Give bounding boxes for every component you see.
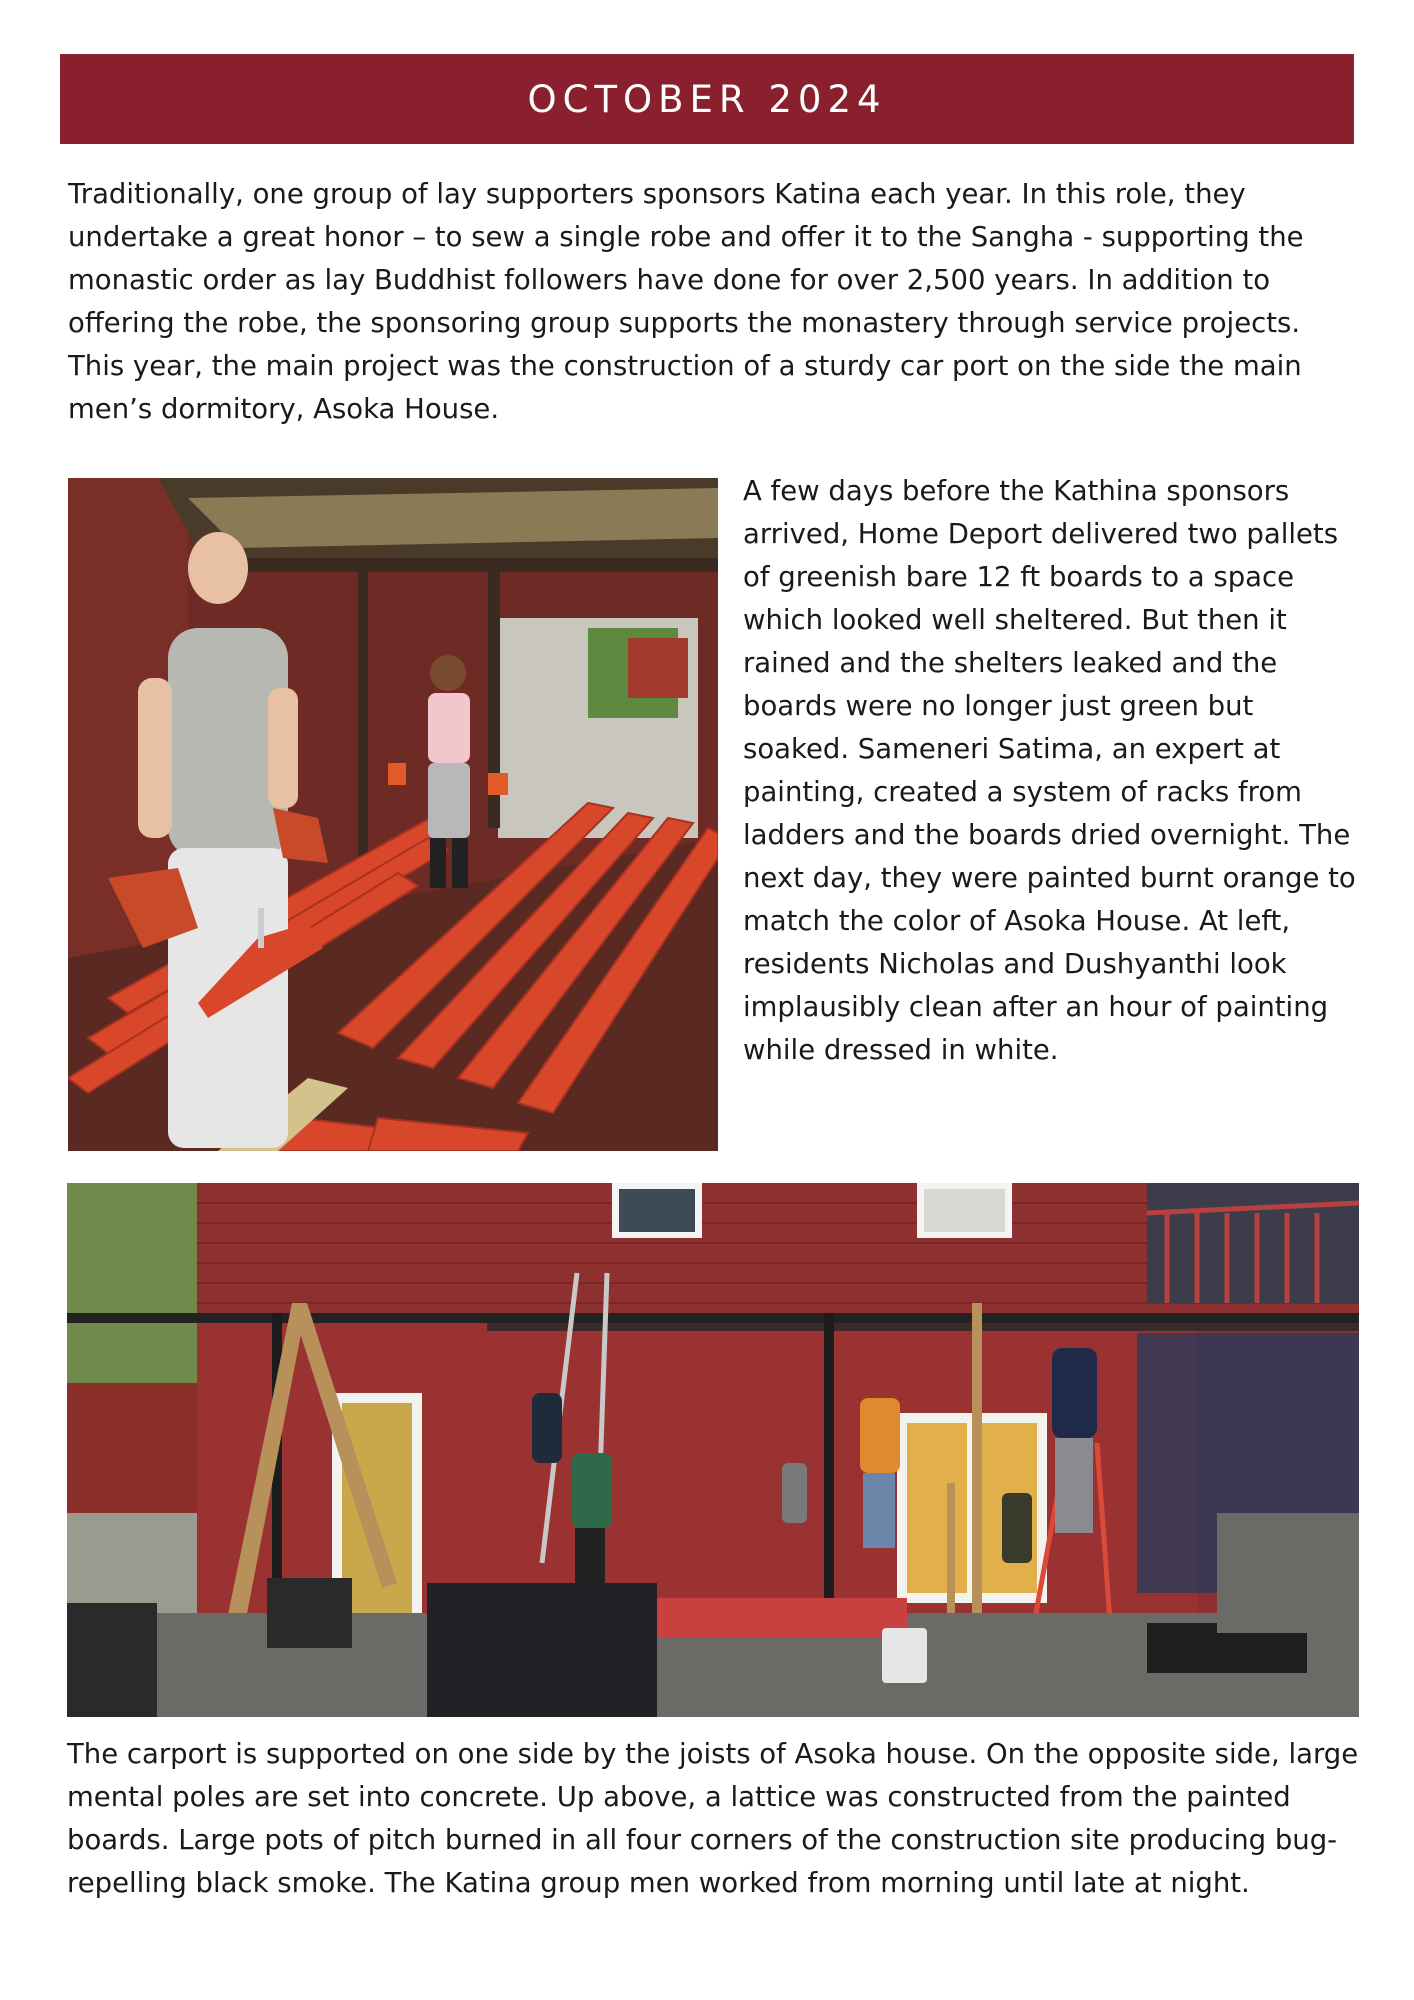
header-banner (60, 54, 1354, 144)
side-paragraph: A few days before the Kathina sponsors arrived, Home Deport delivered two pallets of greenish bare 12 ft boards to a space which looked well sheltered. But then it rained and the shelters leaked and the boards were no longer just green but soaked. Sameneri Satima, an expert at painting, created a system of racks from ladders and the boards dried overnight. The next day, they were painted burnt orange to match the color of Asoka House. At left, residents Nicholas and Dushyanthi look implausibly clean after an hour of painting while dressed in white. (743, 475, 1356, 1066)
bottom-paragraph: The carport is supported on one side by the joists of Asoka house. On the opposite side, large mental poles are set into concrete. Up above, a lattice was constructed from the painted boards. Large pots of pitch burned in all four corners of the construction site producing bug-repelling black smoke. The Katina group men worked from morning until late at night. (67, 1738, 1359, 1899)
painting-boards-image (68, 478, 718, 1151)
page-title: OCTOBER 2024 (527, 77, 887, 121)
intro-paragraph: Traditionally, one group of lay supporters sponsors Katina each year. In this role, they undertake a great honor – to sew a single robe and offer it to the Sangha - supporting the monastic order as lay Buddhist followers have done for over 2,500 years. In addition to offering the robe, the sponsoring group supports the monastery through service projects. This year, the main project was the construction of a sturdy car port on the side the main men’s dormitory, Asoka House. (68, 178, 1304, 425)
carport-construction-photo (67, 1183, 1359, 1717)
carport-construction-image (67, 1183, 1359, 1717)
painting-boards-photo (68, 478, 718, 1151)
